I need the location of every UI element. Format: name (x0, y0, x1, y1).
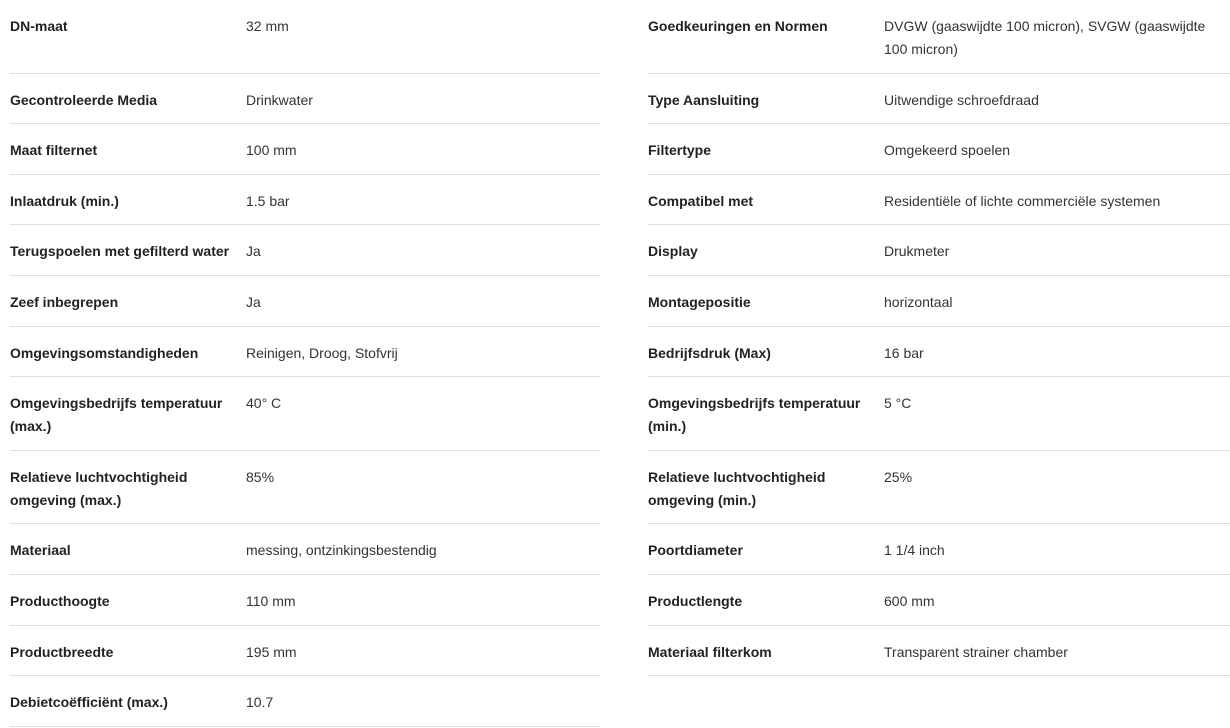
spec-label: Producthoogte (10, 592, 110, 609)
spec-label: Maat filternet (10, 142, 98, 159)
spec-label: Omgevingsbedrijfs temperatuur (min.) (648, 395, 861, 435)
spec-label: DN-maat (10, 18, 68, 34)
spec-label: Productlengte (648, 592, 743, 609)
spec-label: Productbreedte (10, 643, 114, 660)
spec-row-debietcoefficient (10, 676, 600, 727)
spec-column-left (10, 0, 600, 727)
spec-value: 100 mm (246, 142, 297, 159)
spec-row-dn-maat (10, 0, 600, 74)
spec-row-montagepositie (648, 276, 1230, 327)
spec-label: Display (648, 243, 698, 260)
spec-row-productbreedte (10, 626, 600, 677)
spec-label: Debietcoëfficiënt (max.) (10, 694, 168, 711)
spec-label: Montagepositie (648, 293, 751, 310)
spec-value: Ja (246, 293, 261, 310)
spec-row-omgevingsomstandigheden (10, 327, 600, 378)
spec-value: 16 bar (884, 344, 924, 361)
spec-value: 195 mm (246, 643, 297, 660)
spec-row-zeef-inbegrepen (10, 276, 600, 327)
spec-row-luchtvochtigheid-min (648, 451, 1230, 525)
spec-row-temperatuur-max (10, 377, 600, 451)
spec-label: Relatieve luchtvochtigheid omgeving (min.) (648, 468, 826, 508)
spec-label: Zeef inbegrepen (10, 293, 119, 310)
spec-label: Goedkeuringen en Normen (648, 18, 828, 34)
spec-row-bedrijfsdruk (648, 327, 1230, 378)
spec-value: Reinigen, Droog, Stofvrij (246, 344, 398, 361)
spec-value: Omgekeerd spoelen (884, 142, 1011, 159)
spec-row-filtertype (648, 124, 1230, 175)
spec-label: Omgevingsomstandigheden (10, 344, 199, 361)
spec-label: Materiaal (10, 542, 71, 559)
spec-value: 85% (246, 468, 275, 485)
spec-value: 1 1/4 inch (884, 542, 945, 559)
spec-value: Residentiële of lichte commerciële systemen (884, 192, 1161, 209)
spec-value: horizontaal (884, 293, 953, 310)
spec-value: 25% (884, 468, 913, 485)
spec-value: 600 mm (884, 592, 935, 609)
spec-value: Drinkwater (246, 91, 313, 108)
spec-label: Filtertype (648, 142, 712, 159)
spec-label: Poortdiameter (648, 542, 743, 559)
spec-row-gecontroleerde-media (10, 74, 600, 125)
spec-row-poortdiameter (648, 524, 1230, 575)
spec-label: Bedrijfsdruk (Max) (648, 344, 771, 361)
spec-value: Uitwendige schroefdraad (884, 91, 1039, 108)
spec-row-compatibel-met (648, 175, 1230, 226)
spec-value: Transparent strainer chamber (884, 643, 1068, 660)
spec-column-right (648, 0, 1230, 676)
spec-row-materiaal-filterkom (648, 626, 1230, 677)
spec-label: Omgevingsbedrijfs temperatuur (max.) (10, 395, 223, 435)
spec-value: Ja (246, 243, 261, 260)
spec-value: 40° C (246, 395, 282, 412)
spec-label: Inlaatdruk (min.) (10, 192, 119, 209)
spec-value: DVGW (gaaswijdte 100 micron), SVGW (gaaswijdte 100 micron) (884, 18, 1206, 57)
spec-value: 110 mm (246, 592, 296, 609)
spec-label: Terugspoelen met gefilterd water (10, 243, 230, 260)
spec-row-productlengte (648, 575, 1230, 626)
spec-label: Gecontroleerde Media (10, 91, 158, 108)
spec-row-materiaal (10, 524, 600, 575)
spec-value: 32 mm (246, 18, 289, 34)
spec-value: Drukmeter (884, 243, 950, 260)
spec-label: Relatieve luchtvochtigheid omgeving (max.) (10, 468, 188, 508)
spec-value: 10.7 (246, 694, 274, 711)
spec-label: Compatibel met (648, 192, 754, 209)
spec-value: 1.5 bar (246, 192, 290, 209)
spec-value: messing, ontzinkingsbestendig (246, 542, 437, 559)
spec-label: Materiaal filterkom (648, 643, 772, 660)
spec-row-goedkeuringen (648, 0, 1230, 74)
spec-value: 5 °C (884, 395, 912, 412)
spec-row-producthoogte (10, 575, 600, 626)
spec-row-luchtvochtigheid-max (10, 451, 600, 525)
spec-row-maat-filternet (10, 124, 600, 175)
spec-label: Type Aansluiting (648, 91, 760, 108)
spec-row-terugspoelen (10, 225, 600, 276)
spec-row-temperatuur-min (648, 377, 1230, 451)
spec-row-display (648, 225, 1230, 276)
spec-row-type-aansluiting (648, 74, 1230, 125)
spec-row-inlaatdruk (10, 175, 600, 226)
